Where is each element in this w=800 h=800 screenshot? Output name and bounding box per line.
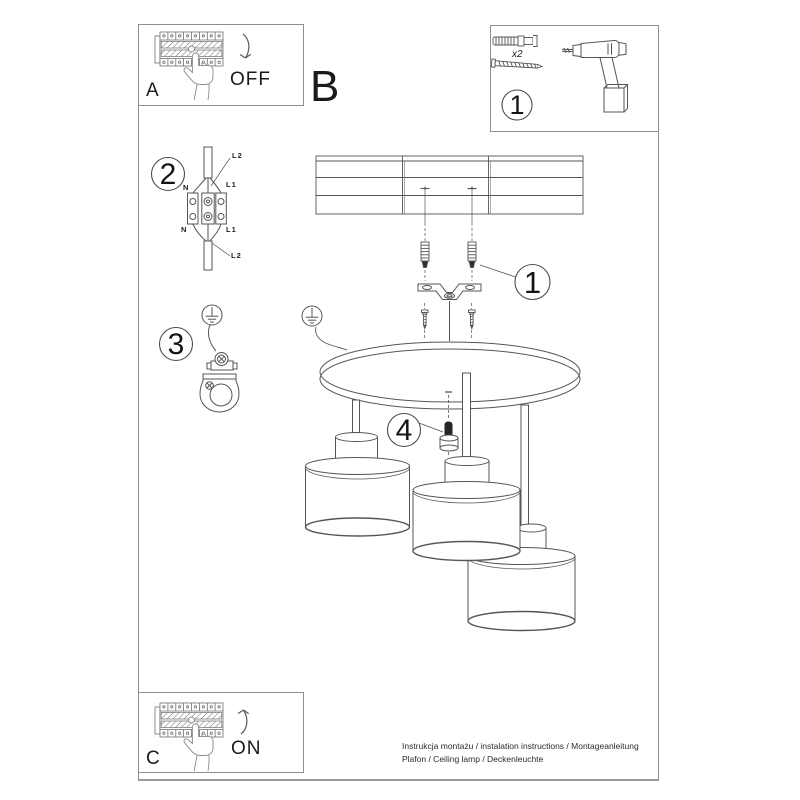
bracket-screw-left [422,310,429,329]
on-label: ON [231,738,262,759]
rod-left [353,400,360,434]
wall-plug-right [468,242,476,268]
step-tools-number: 1 [509,90,525,120]
box-a-label: A [146,80,159,101]
shade-middle-body [413,482,520,561]
grounding-diagram [200,305,239,412]
wire-label-n-top: N [183,183,190,192]
wire-label-n-bottom: N [181,225,188,234]
mounting-bracket [418,284,481,300]
wire-label-l1-top: L1 [226,180,237,189]
wall-plug-icon [493,36,537,47]
callout-1-number: 1 [523,264,542,300]
off-label: OFF [230,69,271,90]
shade-left-body [306,458,410,537]
wiring-diagram [188,147,231,270]
wire-label-l1-bottom: L1 [226,225,237,234]
footer-line-2: Plafon / Ceiling lamp / Deckenleuchte [402,754,544,764]
wall-plug-left [421,242,429,268]
canopy-ground-leader [316,327,347,350]
step-wiring-number: 2 [159,157,177,191]
rod-middle [463,373,471,457]
callout-1-leader [480,265,516,277]
shade-left [306,433,410,537]
bracket-screw-right [469,310,476,329]
ground-bracket-icon [200,374,239,412]
section-b-label: B [310,62,340,111]
footer-line-1: Instrukcja montażu / instalation instructions / Montageanleitung [402,741,639,751]
step-ground-number: 3 [167,327,185,361]
callout-4-leader [419,423,443,432]
canopy [320,342,580,409]
ceiling-planks [316,156,583,214]
anchor-qty-label: x2 [512,49,523,60]
rod-right [521,405,529,528]
ground-clamp-icon [207,353,237,371]
canopy-ground-icon [302,306,322,326]
screw-cap-icon [440,435,458,451]
callout-4-number: 4 [395,413,413,447]
shade-middle [413,457,520,561]
wire-label-l2-top: L2 [232,151,243,160]
box-c-label: C [146,748,160,769]
wire-label-l2-bottom: L2 [231,251,242,260]
